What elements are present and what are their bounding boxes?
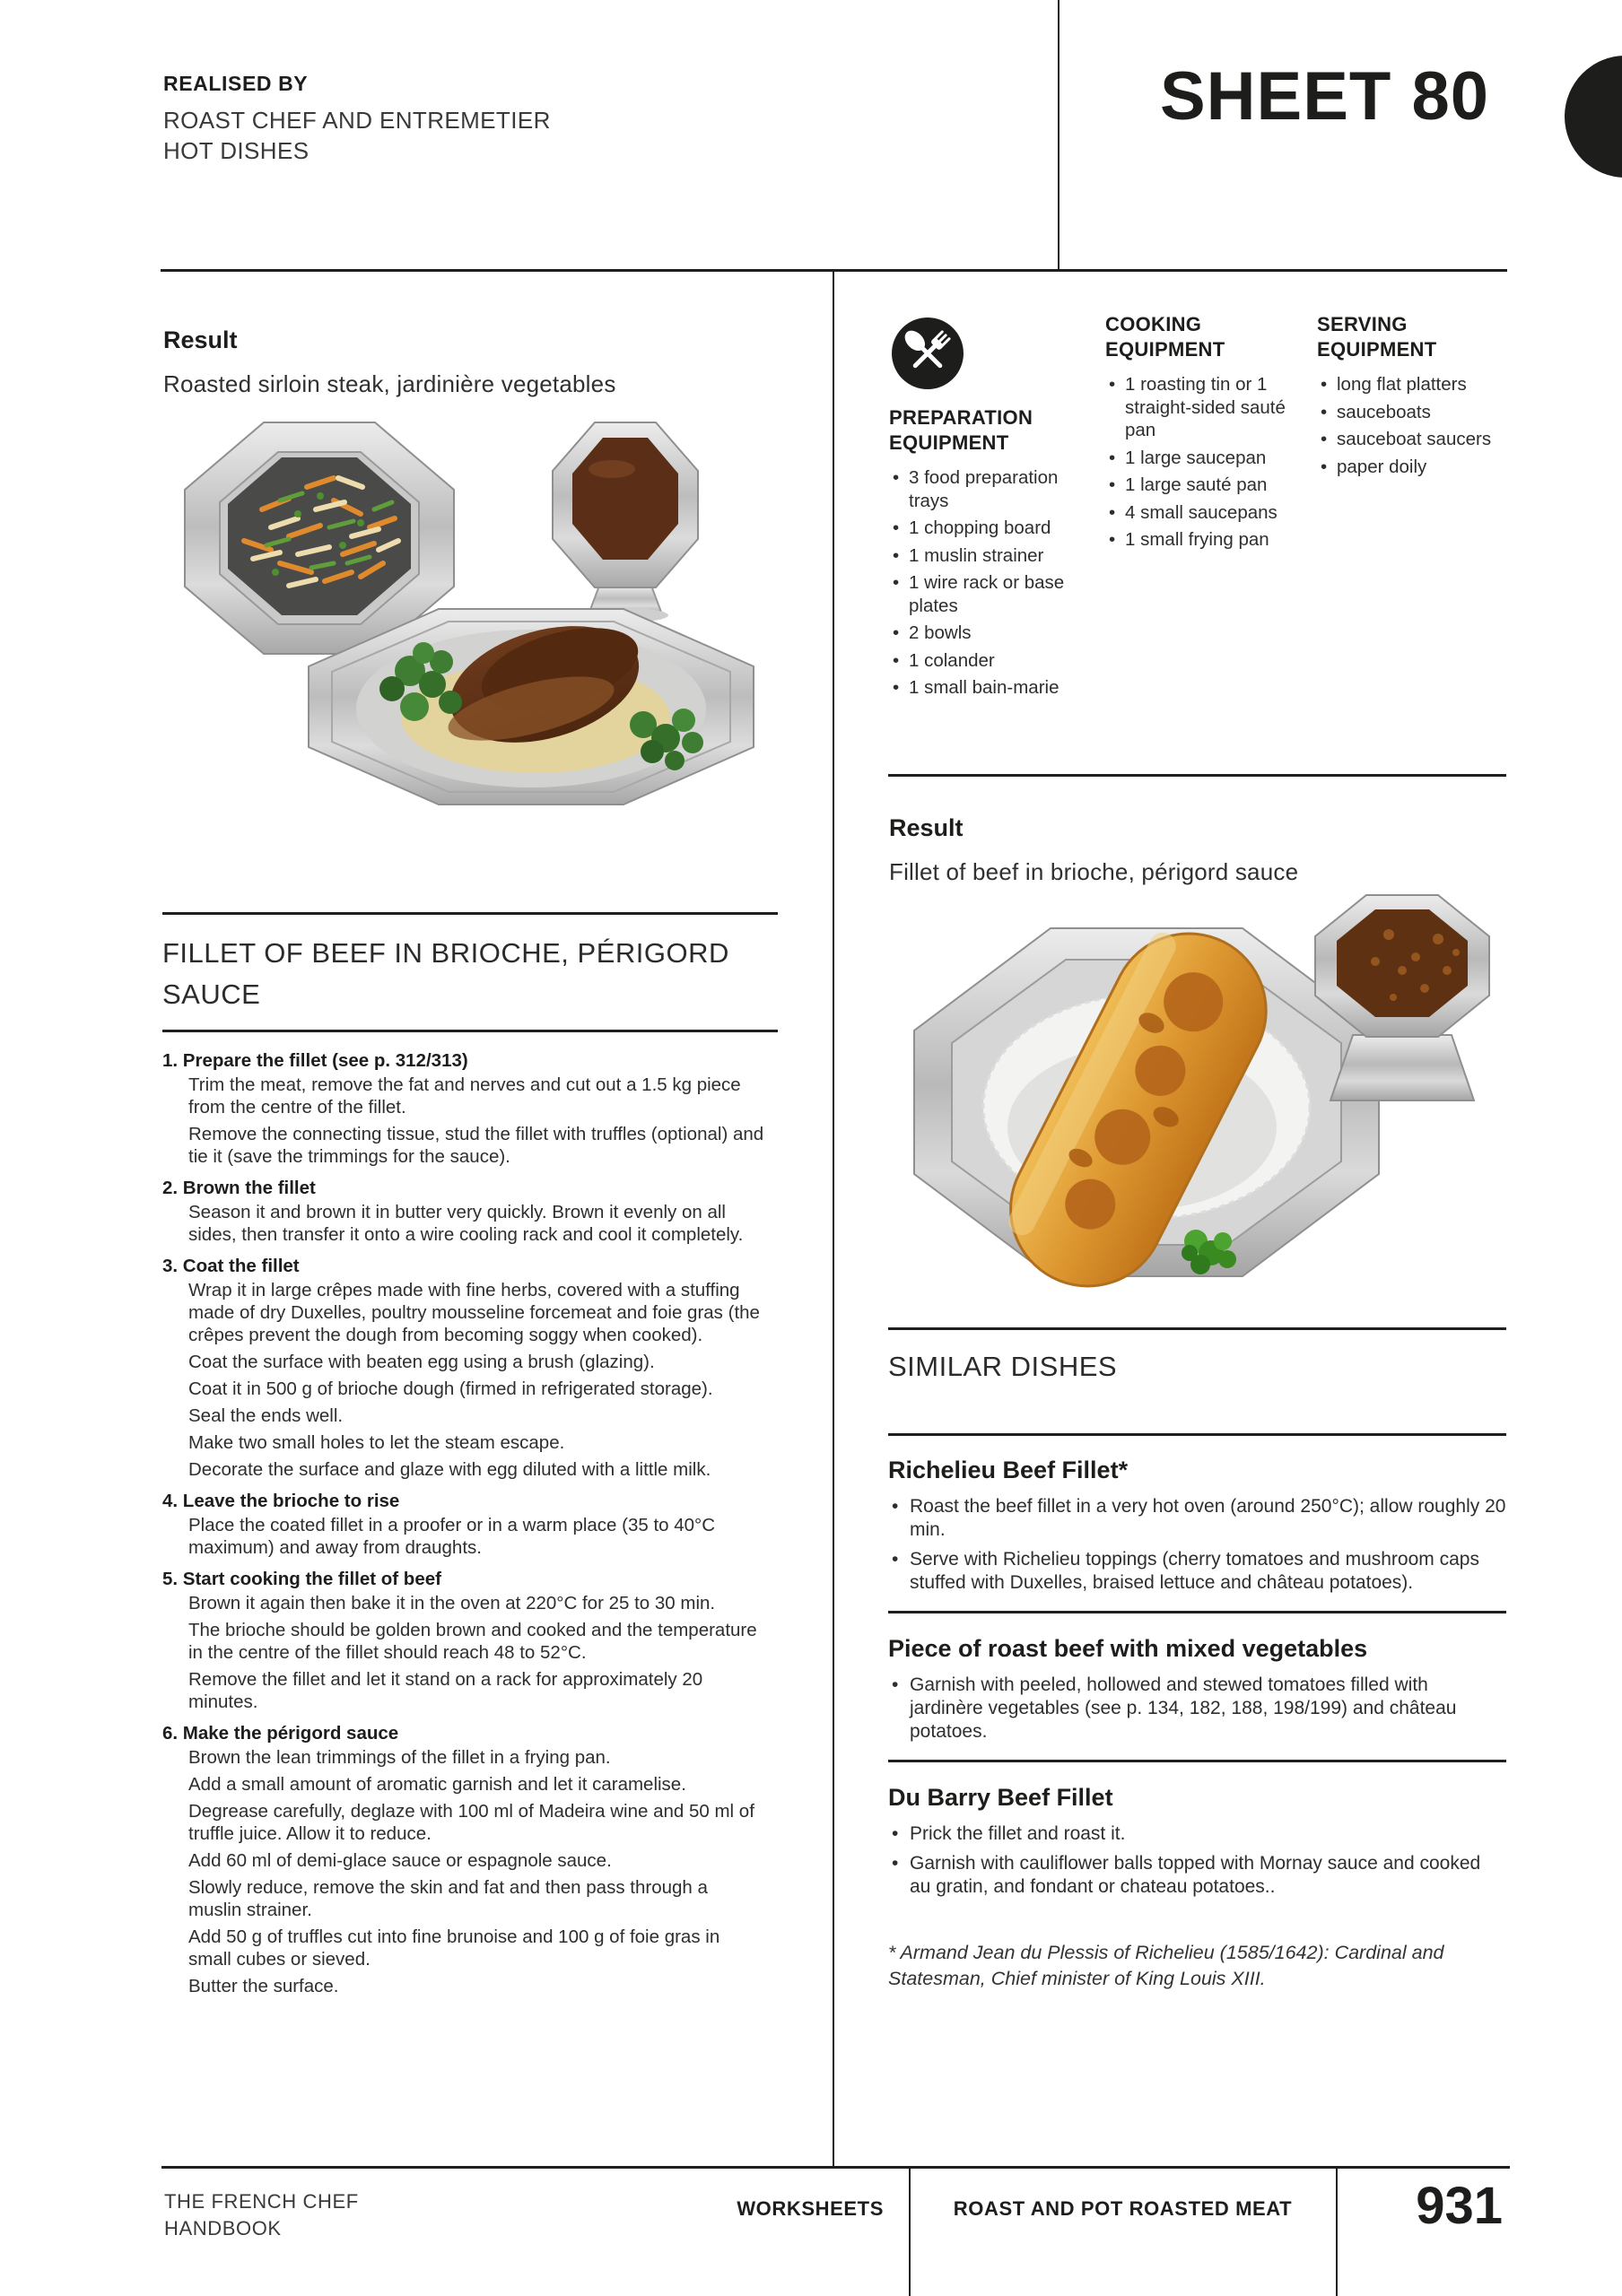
step-paragraph: Add a small amount of aromatic garnish and let it caramelise. [188, 1774, 686, 1795]
category-label: HOT DISHES [163, 137, 310, 164]
step-paragraph: Brown it again then bake it in the oven at 220°C for 25 to 30 min. [188, 1593, 716, 1613]
result-right-top-rule [888, 774, 1506, 777]
step-paragraph: Butter the surface. [188, 1976, 339, 1996]
step-title: 6. Make the périgord sauce [162, 1723, 399, 1744]
footer-section-label: WORKSHEETS [737, 2197, 884, 2220]
list-item: • Roast the beef fillet in a very hot oven (around 250°C); allow roughly 20 min. [888, 1495, 1506, 1542]
result-text: Fillet of beef in brioche, périgord sauce [889, 858, 1299, 885]
similar-dishes-bottom-rule [888, 1433, 1506, 1436]
preparation-equipment-title: PREPARATION EQUIPMENT [889, 406, 1033, 454]
dish-roast-beef-mixed-vegetables [888, 1635, 1506, 1744]
step-paragraph: Coat the surface with beaten egg using a brush (glazing). [188, 1352, 655, 1372]
dish-title: Richelieu Beef Fillet* [888, 1457, 1129, 1483]
footer-chapter-label: ROAST AND POT ROASTED MEAT [953, 2197, 1293, 2220]
step-paragraph: Add 50 g of truffles cut into fine brunoise and 100 g of foie gras in small cubes or sieved. [188, 1926, 720, 1970]
list-item: • 1 colander [889, 649, 1079, 673]
recipe-step-1 [162, 1049, 765, 1168]
recipe-step-6 [162, 1722, 765, 1997]
realised-by-label: REALISED BY [163, 72, 309, 95]
book-title-line2: HANDBOOK [164, 2217, 282, 2239]
list-item: • paper doily [1317, 456, 1509, 479]
similar-dishes-list [888, 1457, 1506, 1992]
column-divider [833, 272, 834, 2166]
header-block [163, 72, 551, 166]
similar-dishes-top-rule [888, 1327, 1506, 1330]
list-item: • 1 muslin strainer [889, 544, 1079, 568]
step-title: 4. Leave the brioche to rise [162, 1491, 400, 1511]
step-paragraph: Decorate the surface and glaze with egg diluted with a little milk. [188, 1459, 711, 1480]
footer-divider-1 [909, 2169, 911, 2296]
recipe-step-3 [162, 1255, 765, 1481]
step-paragraph: Remove the connecting tissue, stud the fillet with truffles (optional) and tie it (save the trimmings for the sauce). [188, 1124, 764, 1167]
dish-divider [888, 1611, 1506, 1613]
cooking-equipment-title: COOKING EQUIPMENT [1105, 313, 1225, 361]
richelieu-footnote: * Armand Jean du Plessis of Richelieu (1585/1642): Cardinal and Statesman, Chief minister of King Louis XIII. [888, 1942, 1444, 1989]
photo-roasted-sirloin-steak [154, 393, 778, 814]
result-label: Result [163, 326, 238, 353]
list-item: • sauceboat saucers [1317, 428, 1509, 451]
corner-dot-decoration [1565, 56, 1622, 178]
step-paragraph: Remove the fillet and let it stand on a rack for approximately 20 minutes. [188, 1669, 703, 1712]
book-title-line1: THE FRENCH CHEF [164, 2190, 359, 2213]
step-paragraph: Add 60 ml of demi-glace sauce or espagnole sauce. [188, 1850, 612, 1871]
recipe-step-5 [162, 1568, 765, 1713]
book-title [164, 2188, 359, 2242]
step-title: 1. Prepare the fillet (see p. 312/313) [162, 1050, 468, 1071]
step-title: 3. Coat the fillet [162, 1256, 300, 1276]
serving-equipment [1317, 312, 1509, 483]
list-item: • 1 chopping board [889, 517, 1079, 540]
list-item: • sauceboats [1317, 401, 1509, 424]
dish-title: Piece of roast beef with mixed vegetables [888, 1635, 1368, 1662]
cooking-equipment-list [1105, 373, 1294, 552]
step-paragraph: Degrease carefully, deglaze with 100 ml of Madeira wine and 50 ml of truffle juice. Allow it to reduce. [188, 1801, 754, 1844]
preparation-equipment-list [889, 466, 1079, 700]
serving-equipment-list [1317, 373, 1509, 478]
dish-du-barry-beef-fillet [888, 1784, 1506, 1899]
list-item: • 1 small frying pan [1105, 528, 1294, 552]
step-title: 5. Start cooking the fillet of beef [162, 1569, 441, 1589]
step-paragraph: Wrap it in large crêpes made with fine herbs, covered with a stuffing made of dry Duxelles, poultry mousseline forcemeat and foie gras (the crêpes prevent the dough from becoming soggy when cooked). [188, 1280, 760, 1345]
list-item: • Garnish with peeled, hollowed and stewed tomatoes filled with jardinère vegetables (see p. 134, 182, 188, 198/199) and château potatoes. [888, 1674, 1506, 1744]
preparation-equipment [889, 405, 1079, 704]
list-item: • 1 small bain-marie [889, 676, 1079, 700]
serving-equipment-title: SERVING EQUIPMENT [1317, 313, 1437, 361]
cooking-equipment [1105, 312, 1294, 556]
list-item: • 4 small saucepans [1105, 501, 1294, 525]
result-text: Roasted sirloin steak, jardinière vegetables [163, 370, 616, 397]
step-paragraph: Slowly reduce, remove the skin and fat and then pass through a muslin strainer. [188, 1877, 708, 1920]
step-paragraph: Coat it in 500 g of brioche dough (firmed in refrigerated storage). [188, 1378, 713, 1399]
recipe-title-top-rule [162, 912, 778, 915]
result-block-left [163, 326, 616, 398]
list-item: • Serve with Richelieu toppings (cherry tomatoes and mushroom caps stuffed with Duxelles, braised lettuce and château potatoes). [888, 1548, 1506, 1595]
step-paragraph: Brown the lean trimmings of the fillet in a frying pan. [188, 1747, 611, 1768]
page-number: 931 [1416, 2177, 1503, 2235]
list-item: • Garnish with cauliflower balls topped with Mornay sauce and cooked au gratin, and fondant or chateau potatoes.. [888, 1852, 1506, 1899]
header-vertical-divider [1058, 0, 1060, 269]
list-item: • 1 large saucepan [1105, 447, 1294, 470]
recipe-title: FILLET OF BEEF IN BRIOCHE, PÉRIGORD SAUCE [162, 937, 729, 1010]
photo-fillet-of-beef-in-brioche [886, 872, 1523, 1316]
department-label: ROAST CHEF AND ENTREMETIER [163, 107, 551, 134]
list-item: • 2 bowls [889, 622, 1079, 645]
dish-divider [888, 1760, 1506, 1762]
cutlery-icon [890, 316, 965, 391]
step-paragraph: Season it and brown it in butter very quickly. Brown it evenly on all sides, then transfer it onto a wire cooling rack and cool it completely. [188, 1202, 744, 1245]
dish-bullets [888, 1674, 1506, 1744]
dish-bullets [888, 1495, 1506, 1595]
dish-richelieu-beef-fillet [888, 1457, 1506, 1595]
list-item: • Prick the fillet and roast it. [888, 1822, 1506, 1846]
list-item: • long flat platters [1317, 373, 1509, 396]
list-item: • 1 large sauté pan [1105, 474, 1294, 497]
step-paragraph: Seal the ends well. [188, 1405, 344, 1426]
sheet-number-title: SHEET 80 [1159, 58, 1489, 135]
step-paragraph: Make two small holes to let the steam escape. [188, 1432, 565, 1453]
list-item: • 3 food preparation trays [889, 466, 1079, 512]
step-paragraph: Trim the meat, remove the fat and nerves and cut out a 1.5 kg piece from the centre of the fillet. [188, 1074, 741, 1118]
step-paragraph: Place the coated fillet in a proofer or in a warm place (35 to 40°C maximum) and away from draughts. [188, 1515, 716, 1558]
list-item: • 1 wire rack or base plates [889, 571, 1079, 617]
recipe-steps [162, 1049, 765, 2006]
result-label: Result [889, 814, 964, 841]
recipe-title-bottom-rule [162, 1030, 778, 1032]
footer-rule [161, 2166, 1510, 2169]
recipe-step-2 [162, 1177, 765, 1246]
dish-bullets [888, 1822, 1506, 1899]
recipe-step-4 [162, 1490, 765, 1559]
similar-dishes-title: SIMILAR DISHES [888, 1351, 1118, 1382]
step-paragraph: The brioche should be golden brown and cooked and the temperature in the centre of the fillet should reach 48 to 52°C. [188, 1620, 757, 1663]
step-title: 2. Brown the fillet [162, 1178, 316, 1198]
list-item: • 1 roasting tin or 1 straight-sided sauté pan [1105, 373, 1294, 442]
dish-title: Du Barry Beef Fillet [888, 1784, 1113, 1811]
